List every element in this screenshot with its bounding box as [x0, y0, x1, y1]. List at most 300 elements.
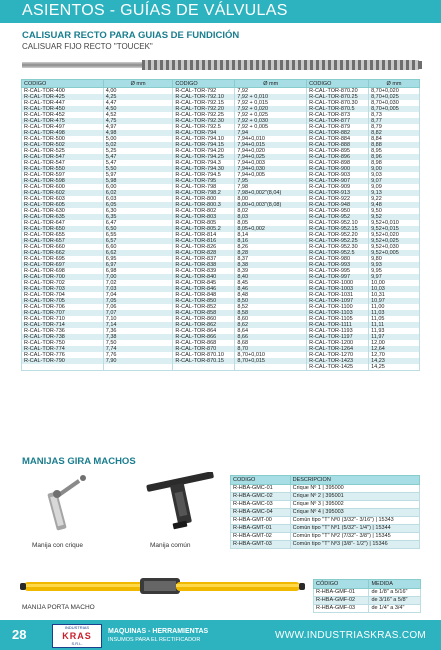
medida-cell: de 1/4" a 3/4" [369, 605, 421, 613]
diameter-cell: 8,50 [235, 298, 307, 304]
codigo-cell: R-CAL-TOR-698 [22, 268, 104, 274]
codigo-cell: R-CAL-TOR-860 [173, 316, 235, 322]
diameter-cell: 8,98 [369, 160, 420, 166]
codigo-cell: R-CAL-TOR-794.25 [173, 154, 235, 160]
tap-wrench-table [313, 579, 421, 613]
codigo-cell: R-CAL-TOR-660 [22, 244, 104, 250]
ratchet-tap-handle-image [30, 470, 100, 540]
footer-bar [0, 620, 441, 650]
diameter-cell: 7,92 + 0,015 [235, 100, 307, 106]
logo-top-text: INDUSTRIAS [64, 625, 90, 630]
codigo-cell: R-CAL-TOR-952.5 [307, 250, 369, 256]
table-row [231, 525, 420, 533]
diameter-cell [103, 364, 173, 371]
codigo-cell [173, 364, 235, 371]
diameter-cell: 10,00 [369, 280, 420, 286]
codigo-cell: R-CAL-TOR-647 [22, 220, 104, 226]
codigo-cell: R-CAL-TOR-547 [22, 154, 104, 160]
codigo-cell: R-CAL-TOR-909 [307, 184, 369, 190]
diameter-cell: 8,03 [235, 214, 307, 220]
diameter-cell: 7,50 [103, 340, 173, 346]
codigo-cell: R-CAL-TOR-598 [22, 178, 104, 184]
codigo-cell: R-CAL-TOR-794.20 [173, 148, 235, 154]
codigo-cell: R-HBA-GMC-02 [231, 493, 291, 501]
diameter-cell: 7,36 [103, 328, 173, 334]
tap-handles-table [230, 475, 420, 549]
diameter-cell: 7,94+0,005 [235, 172, 307, 178]
codigo-cell: R-CAL-TOR-800.3 [173, 202, 235, 208]
diameter-cell: 9,52+0,015 [369, 226, 420, 232]
calisuar-table [21, 79, 420, 371]
diameter-cell: 9,09 [369, 184, 420, 190]
diameter-cell: 6,62 [103, 250, 173, 256]
codigo-cell: R-CAL-TOR-900 [307, 166, 369, 172]
diameter-cell: 5,47 [103, 154, 173, 160]
diameter-cell: 10,97 [369, 298, 420, 304]
diameter-cell: 8,45 [235, 280, 307, 286]
reamer-flutes [142, 60, 420, 70]
diameter-cell: 4,50 [103, 106, 173, 112]
diameter-cell: 9,52+0,030 [369, 244, 420, 250]
diameter-cell: 9,52+0,020 [369, 232, 420, 238]
codigo-cell: R-CAL-TOR-816 [173, 238, 235, 244]
codigo-cell: R-CAL-TOR-848 [173, 292, 235, 298]
diameter-cell: 6,02 [103, 190, 173, 196]
col-codigo-2: CODIGO [173, 80, 235, 88]
medida-cell: de 1/8" a 5/16" [369, 589, 421, 597]
diameter-cell: 7,92 + 0,010 [235, 94, 307, 100]
codigo-cell: R-CAL-TOR-1105 [307, 316, 369, 322]
codigo-cell: R-CAL-TOR-1000 [307, 280, 369, 286]
codigo-cell: R-CAL-TOR-870.30 [307, 100, 369, 106]
table-row [314, 589, 421, 597]
diameter-cell: 8,38 [235, 262, 307, 268]
codigo-cell: R-CAL-TOR-993 [307, 262, 369, 268]
codigo-cell: R-HBA-GMT-01 [231, 525, 291, 533]
caption-tap-wrench: MANIJA PORTA MACHO [22, 604, 95, 611]
table-row [231, 501, 420, 509]
caption-t-handle: Manija común [150, 542, 191, 549]
diameter-cell: 8,70+0,030 [369, 100, 420, 106]
codigo-cell: R-CAL-TOR-425 [22, 94, 104, 100]
codigo-cell: R-CAL-TOR-846 [173, 286, 235, 292]
codigo-cell: R-CAL-TOR-952.25 [307, 238, 369, 244]
codigo-cell: R-CAL-TOR-662 [22, 250, 104, 256]
diameter-cell: 7,38 [103, 334, 173, 340]
col-descripcion: DESCRIPCION [290, 476, 419, 485]
diameter-cell: 7,98+0,002"(8,04) [235, 190, 307, 196]
codigo-cell: R-CAL-TOR-447 [22, 100, 104, 106]
codigo-cell: R-CAL-TOR-898 [307, 160, 369, 166]
section-title-manijas: MANIJAS GIRA MACHOS [22, 456, 136, 467]
codigo-cell: R-CAL-TOR-913 [307, 190, 369, 196]
tap-handles-table-body [231, 485, 420, 549]
codigo-cell: R-CAL-TOR-995 [307, 268, 369, 274]
codigo-cell: R-HBA-GMF-01 [314, 589, 369, 597]
codigo-cell: R-CAL-TOR-794.3 [173, 160, 235, 166]
diameter-cell: 11,11 [369, 322, 420, 328]
diameter-cell: 8,26 [235, 244, 307, 250]
codigo-cell: R-CAL-TOR-1097 [307, 298, 369, 304]
codigo-cell: R-CAL-TOR-870.20 [307, 88, 369, 95]
diameter-cell: 12,70 [369, 352, 420, 358]
descripcion-cell: Común tipo "T" Nº1 (5/32"- 1/4") | 15344 [290, 525, 419, 533]
diameter-cell: 11,93 [369, 328, 420, 334]
codigo-cell: R-CAL-TOR-710 [22, 316, 104, 322]
table-row [231, 533, 420, 541]
diameter-cell: 9,95 [369, 268, 420, 274]
descripcion-cell: Crique Nº 4 | 395003 [290, 509, 419, 517]
codigo-cell: R-CAL-TOR-736 [22, 328, 104, 334]
codigo-cell: R-CAL-TOR-1425 [307, 364, 369, 371]
codigo-cell: R-CAL-TOR-452 [22, 112, 104, 118]
codigo-cell: R-CAL-TOR-903 [307, 172, 369, 178]
diameter-cell: 12,64 [369, 346, 420, 352]
diameter-cell: 8,05 [235, 220, 307, 226]
diameter-cell: 7,00 [103, 274, 173, 280]
medida-cell: de 3/16" a 5/8" [369, 597, 421, 605]
diameter-cell: 6,95 [103, 256, 173, 262]
codigo-cell: R-CAL-TOR-700 [22, 274, 104, 280]
descripcion-cell: Común tipo "T" Nº2 (7/32"- 3/8") | 15345 [290, 533, 419, 541]
descripcion-cell: Crique Nº 2 | 395001 [290, 493, 419, 501]
codigo-cell: R-CAL-TOR-922 [307, 196, 369, 202]
diameter-cell: 8,37 [235, 256, 307, 262]
diameter-cell: 7,76 [103, 352, 173, 358]
codigo-cell: R-CAL-TOR-870.10 [173, 352, 235, 358]
diameter-cell: 6,30 [103, 208, 173, 214]
codigo-cell: R-CAL-TOR-550 [22, 166, 104, 172]
diameter-cell: 7,92 + 0,020 [235, 106, 307, 112]
diameter-cell: 9,93 [369, 262, 420, 268]
codigo-cell: R-CAL-TOR-602 [22, 190, 104, 196]
codigo-cell: R-CAL-TOR-1264 [307, 346, 369, 352]
diameter-cell: 8,68 [235, 340, 307, 346]
codigo-cell: R-CAL-TOR-1100 [307, 304, 369, 310]
codigo-cell: R-CAL-TOR-805 [173, 220, 235, 226]
codigo-cell: R-HBA-GMF-02 [314, 597, 369, 605]
codigo-cell: R-CAL-TOR-1003 [307, 286, 369, 292]
diameter-cell: 6,00 [103, 184, 173, 190]
diameter-cell: 9,03 [369, 172, 420, 178]
table-row [314, 605, 421, 613]
diameter-cell: 6,60 [103, 244, 173, 250]
codigo-cell: R-CAL-TOR-597 [22, 172, 104, 178]
diameter-cell: 6,05 [103, 202, 173, 208]
diameter-cell: 7,92 + 0,025 [235, 112, 307, 118]
diameter-cell: 8,48 [235, 292, 307, 298]
diameter-cell: 8,16 [235, 238, 307, 244]
diameter-cell: 12,00 [369, 340, 420, 346]
diameter-cell: 6,50 [103, 226, 173, 232]
diameter-cell: 8,70+0,015 [235, 358, 307, 364]
col-codigo-1: CODIGO [22, 80, 104, 88]
col-codigo: CODIGO [231, 476, 291, 485]
diameter-cell: 9,48 [369, 202, 420, 208]
diameter-cell: 5,97 [103, 172, 173, 178]
codigo-cell: R-CAL-TOR-826 [173, 244, 235, 250]
diameter-cell: 4,98 [103, 130, 173, 136]
diameter-cell: 11,00 [369, 304, 420, 310]
header-bar [0, 0, 441, 23]
table-row [231, 509, 420, 517]
codigo-cell: R-CAL-TOR-655 [22, 232, 104, 238]
diameter-cell: 7,95 [235, 178, 307, 184]
diameter-cell: 8,70 [235, 346, 307, 352]
diameter-cell: 9,00 [369, 166, 420, 172]
codigo-cell: R-HBA-GMT-03 [231, 541, 291, 549]
codigo-cell: R-CAL-TOR-837 [173, 256, 235, 262]
diameter-cell: 7,74 [103, 346, 173, 352]
codigo-cell: R-CAL-TOR-497 [22, 124, 104, 130]
diameter-cell: 8,96 [369, 154, 420, 160]
codigo-cell: R-CAL-TOR-792.25 [173, 112, 235, 118]
diameter-cell: 7,05 [103, 298, 173, 304]
codigo-cell [22, 364, 104, 371]
diameter-cell: 8,60 [235, 316, 307, 322]
diameter-cell: 8,66 [235, 334, 307, 340]
diameter-cell: 8,64 [235, 328, 307, 334]
diameter-cell: 4,52 [103, 112, 173, 118]
diameter-cell: 9,50 [369, 208, 420, 214]
codigo-cell: R-CAL-TOR-952.15 [307, 226, 369, 232]
codigo-cell: R-CAL-TOR-873 [307, 112, 369, 118]
diameter-cell: 8,77 [369, 118, 420, 124]
codigo-cell: R-CAL-TOR-630 [22, 208, 104, 214]
diameter-cell: 9,22 [369, 196, 420, 202]
codigo-cell: R-CAL-TOR-907 [307, 178, 369, 184]
diameter-cell: 7,94+0,003 [235, 160, 307, 166]
codigo-cell: R-CAL-TOR-882 [307, 130, 369, 136]
diameter-cell: 4,00 [103, 88, 173, 95]
codigo-cell: R-HBA-GMC-04 [231, 509, 291, 517]
codigo-cell: R-CAL-TOR-868 [173, 340, 235, 346]
diameter-cell: 8,88 [369, 142, 420, 148]
footer-website-link[interactable]: WWW.INDUSTRIASKRAS.COM [275, 630, 427, 641]
col-codigo: CÓDIGO [314, 580, 369, 589]
codigo-cell: R-CAL-TOR-952.20 [307, 232, 369, 238]
codigo-cell: R-CAL-TOR-776 [22, 352, 104, 358]
descripcion-cell: Crique Nº 1 | 395000 [290, 485, 419, 493]
diameter-cell: 9,52 [369, 214, 420, 220]
col-diam-3: Ø mm [369, 80, 420, 88]
codigo-cell: R-CAL-TOR-450 [22, 106, 104, 112]
diameter-cell: 8,70+0,005 [369, 106, 420, 112]
codigo-cell: R-CAL-TOR-850 [173, 298, 235, 304]
table-header-row [231, 476, 420, 485]
codigo-cell: R-CAL-TOR-884 [307, 136, 369, 142]
codigo-cell: R-CAL-TOR-1031 [307, 292, 369, 298]
diameter-cell: 7,07 [103, 310, 173, 316]
diameter-cell: 4,97 [103, 124, 173, 130]
diameter-cell: 8,00+0,003"(8,08) [235, 202, 307, 208]
codigo-cell: R-CAL-TOR-657 [22, 238, 104, 244]
company-logo [52, 624, 102, 648]
codigo-cell: R-CAL-TOR-862 [173, 322, 235, 328]
diameter-cell: 8,70+0,025 [369, 94, 420, 100]
col-medida: MEDIDA [369, 580, 421, 589]
codigo-cell: R-CAL-TOR-798.2 [173, 190, 235, 196]
diameter-cell [235, 364, 307, 371]
diameter-cell: 4,47 [103, 100, 173, 106]
table-header-row [22, 80, 420, 88]
diameter-cell: 8,70+0,020 [369, 88, 420, 95]
codigo-cell: R-CAL-TOR-794.30 [173, 166, 235, 172]
tap-wrench-table-body [314, 589, 421, 613]
diameter-cell: 5,50 [103, 166, 173, 172]
diameter-cell: 5,25 [103, 148, 173, 154]
codigo-cell: R-CAL-TOR-997 [307, 274, 369, 280]
diameter-cell: 7,90 [103, 358, 173, 364]
diameter-cell: 8,62 [235, 322, 307, 328]
diameter-cell: 4,25 [103, 94, 173, 100]
codigo-cell: R-CAL-TOR-792.5 [173, 124, 235, 130]
codigo-cell: R-CAL-TOR-706 [22, 304, 104, 310]
codigo-cell: R-CAL-TOR-1197 [307, 334, 369, 340]
codigo-cell: R-CAL-TOR-792.15 [173, 100, 235, 106]
codigo-cell: R-CAL-TOR-500 [22, 136, 104, 142]
descripcion-cell: Crique Nº 3 | 395002 [290, 501, 419, 509]
footer-tagline-2: INSUMOS PARA EL RECTIFICADOR [108, 637, 201, 643]
codigo-cell: R-CAL-TOR-792.10 [173, 94, 235, 100]
diameter-cell: 8,95 [369, 148, 420, 154]
codigo-cell: R-CAL-TOR-814 [173, 232, 235, 238]
codigo-cell: R-CAL-TOR-794.15 [173, 142, 235, 148]
diameter-cell: 7,94+0,020 [235, 148, 307, 154]
codigo-cell: R-CAL-TOR-600 [22, 184, 104, 190]
codigo-cell: R-CAL-TOR-798 [173, 184, 235, 190]
col-diam-1: Ø mm [103, 80, 173, 88]
codigo-cell: R-CAL-TOR-870.25 [307, 94, 369, 100]
codigo-cell: R-CAL-TOR-952.10 [307, 220, 369, 226]
codigo-cell: R-CAL-TOR-845 [173, 280, 235, 286]
codigo-cell: R-CAL-TOR-950 [307, 208, 369, 214]
t-tap-handle-image [140, 472, 220, 542]
section-title-calisuar: CALISUAR RECTO PARA GUIAS DE FUNDICIÓN [22, 30, 240, 41]
codigo-cell: R-CAL-TOR-695 [22, 256, 104, 262]
codigo-cell: R-CAL-TOR-525 [22, 148, 104, 154]
codigo-cell: R-CAL-TOR-888 [307, 142, 369, 148]
diameter-cell: 6,97 [103, 262, 173, 268]
codigo-cell: R-CAL-TOR-650 [22, 226, 104, 232]
diameter-cell: 9,52+0,005 [369, 250, 420, 256]
diameter-cell: 6,03 [103, 196, 173, 202]
diameter-cell: 14,25 [369, 364, 420, 371]
codigo-cell: R-CAL-TOR-864 [173, 328, 235, 334]
codigo-cell: R-CAL-TOR-705 [22, 298, 104, 304]
table-header-row [314, 580, 421, 589]
reamer-image [22, 58, 420, 72]
diameter-cell: 14,23 [369, 358, 420, 364]
page-number: 28 [12, 627, 27, 642]
diameter-cell: 8,79 [369, 124, 420, 130]
codigo-cell: R-CAL-TOR-870.15 [173, 358, 235, 364]
diameter-cell: 8,84 [369, 136, 420, 142]
codigo-cell: R-CAL-TOR-877 [307, 118, 369, 124]
codigo-cell: R-CAL-TOR-792.30 [173, 118, 235, 124]
descripcion-cell: Común tipo "T" Nº3 (3/8"- 1/2") | 15346 [290, 541, 419, 549]
diameter-cell: 6,57 [103, 238, 173, 244]
codigo-cell: R-CAL-TOR-475 [22, 118, 104, 124]
table-row [231, 493, 420, 501]
codigo-cell: R-CAL-TOR-792 [173, 88, 235, 95]
diameter-cell: 8,58 [235, 310, 307, 316]
diameter-cell: 9,80 [369, 256, 420, 262]
codigo-cell: R-CAL-TOR-795 [173, 178, 235, 184]
codigo-cell: R-CAL-TOR-948 [307, 202, 369, 208]
codigo-cell: R-CAL-TOR-858 [173, 310, 235, 316]
diameter-cell: 5,02 [103, 142, 173, 148]
codigo-cell: R-CAL-TOR-1103 [307, 310, 369, 316]
table-row [231, 541, 420, 549]
descripcion-cell: Común tipo "T" Nº0 (3/32"- 3/16") | 15343 [290, 517, 419, 525]
codigo-cell: R-CAL-TOR-605 [22, 202, 104, 208]
diameter-cell: 6,47 [103, 220, 173, 226]
codigo-cell: R-CAL-TOR-870.5 [307, 106, 369, 112]
codigo-cell: R-CAL-TOR-1270 [307, 352, 369, 358]
diameter-cell: 8,52 [235, 304, 307, 310]
diameter-cell: 8,82 [369, 130, 420, 136]
reamer-tip [418, 61, 422, 69]
codigo-cell: R-CAL-TOR-1423 [307, 358, 369, 364]
diameter-cell: 5,98 [103, 178, 173, 184]
codigo-cell: R-CAL-TOR-852 [173, 304, 235, 310]
codigo-cell: R-CAL-TOR-794.10 [173, 136, 235, 142]
diameter-cell: 8,70+0,010 [235, 352, 307, 358]
codigo-cell: R-HBA-GMC-03 [231, 501, 291, 509]
diameter-cell: 9,97 [369, 274, 420, 280]
section-subtitle-calisuar: CALISUAR FIJO RECTO "TOUCEK" [22, 42, 153, 51]
diameter-cell: 8,73 [369, 112, 420, 118]
codigo-cell: R-CAL-TOR-870 [173, 346, 235, 352]
codigo-cell: R-CAL-TOR-952 [307, 214, 369, 220]
tap-wrench-image [20, 568, 305, 604]
codigo-cell: R-CAL-TOR-896 [307, 154, 369, 160]
diameter-cell: 5,00 [103, 136, 173, 142]
codigo-cell: R-CAL-TOR-702 [22, 280, 104, 286]
diameter-cell: 6,55 [103, 232, 173, 238]
col-diam-2: Ø mm [235, 80, 307, 88]
codigo-cell: R-CAL-TOR-840 [173, 274, 235, 280]
codigo-cell: R-CAL-TOR-738 [22, 334, 104, 340]
diameter-cell: 11,05 [369, 316, 420, 322]
codigo-cell: R-CAL-TOR-895 [307, 148, 369, 154]
codigo-cell: R-CAL-TOR-792.20 [173, 106, 235, 112]
diameter-cell: 4,75 [103, 118, 173, 124]
diameter-cell: 7,94+0,025 [235, 154, 307, 160]
codigo-cell: R-CAL-TOR-790 [22, 358, 104, 364]
diameter-cell: 5,47 [103, 160, 173, 166]
codigo-cell: R-CAL-TOR-879 [307, 124, 369, 130]
diameter-cell: 7,92 + 0,030 [235, 118, 307, 124]
diameter-cell: 6,98 [103, 268, 173, 274]
codigo-cell: R-CAL-TOR-774 [22, 346, 104, 352]
calisuar-table-body [22, 88, 420, 371]
diameter-cell: 7,14 [103, 322, 173, 328]
codigo-cell: R-CAL-TOR-547 [22, 160, 104, 166]
diameter-cell: 9,13 [369, 190, 420, 196]
diameter-cell: 7,94+0,015 [235, 142, 307, 148]
diameter-cell: 8,00 [235, 196, 307, 202]
codigo-cell: R-CAL-TOR-603 [22, 196, 104, 202]
diameter-cell: 10,03 [369, 286, 420, 292]
codigo-cell: R-HBA-GMT-02 [231, 533, 291, 541]
codigo-cell: R-CAL-TOR-980 [307, 256, 369, 262]
diameter-cell: 8,39 [235, 268, 307, 274]
codigo-cell: R-CAL-TOR-794 [173, 130, 235, 136]
diameter-cell: 8,46 [235, 286, 307, 292]
codigo-cell: R-CAL-TOR-803 [173, 214, 235, 220]
